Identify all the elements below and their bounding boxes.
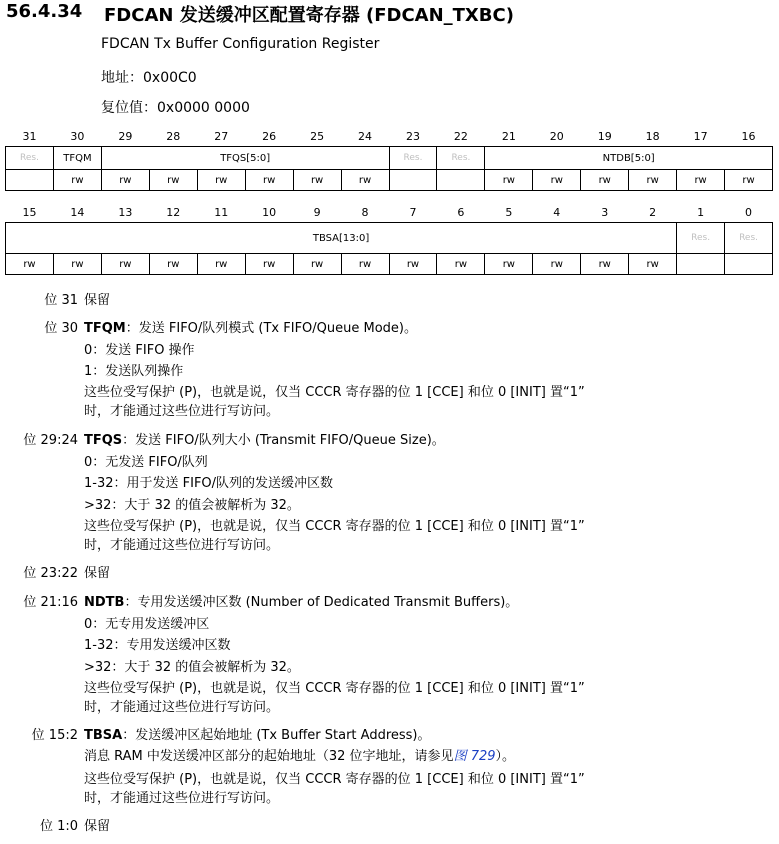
bit-number: 29: [118, 129, 133, 143]
bit-label: 位 30: [44, 321, 78, 336]
access-row: [6, 170, 773, 191]
field-name: TBSA: [84, 728, 123, 743]
access-type: rw: [53, 254, 101, 275]
bit-number: 31: [22, 129, 37, 143]
access-type: rw: [533, 254, 581, 275]
access-type: rw: [389, 254, 437, 275]
bit-number: 10: [262, 205, 277, 219]
field-description: [84, 319, 417, 338]
value-line: 1-32：用于发送 FIFO/队列的发送缓冲区数: [84, 476, 334, 491]
bit-number: 12: [166, 205, 181, 219]
reserved-field: Res.: [389, 147, 437, 170]
bit-label: 位 21:16: [23, 595, 78, 610]
bit-number: 22: [453, 129, 468, 143]
field-row: [6, 147, 773, 170]
register-subtitle: FDCAN Tx Buffer Configuration Register: [101, 36, 380, 52]
register-table-upper: [5, 126, 773, 191]
access-type: rw: [485, 170, 533, 191]
protection-note: 这些位受写保护 (P)，也就是说，仅当 CCCR 寄存器的位 1 [CCE] 和位 0 [INIT] 置“1”: [84, 681, 585, 696]
bit-number: 14: [70, 205, 85, 219]
protection-note: 时，才能通过这些位进行写访问。: [84, 404, 280, 419]
bit-number: 30: [70, 129, 85, 143]
access-type: [437, 170, 485, 191]
bit-number: 18: [645, 129, 660, 143]
protection-note: 这些位受写保护 (P)，也就是说，仅当 CCCR 寄存器的位 1 [CCE] 和位 0 [INIT] 置“1”: [84, 385, 585, 400]
register-table-lower: [5, 202, 773, 275]
bit-number: 2: [649, 205, 657, 219]
access-type: rw: [437, 254, 485, 275]
register-reset-value: 复位值：0x0000 0000: [101, 100, 250, 116]
access-type: rw: [341, 170, 389, 191]
bit-number: 5: [505, 205, 513, 219]
access-type: rw: [341, 254, 389, 275]
field-title: ：专用发送缓冲区数 (Number of Dedicated Transmit Buffers)。: [124, 595, 519, 610]
access-type: [389, 170, 437, 191]
value-text: 消息 RAM 中发送缓冲区部分的起始地址（32 位字地址，请参见: [84, 749, 454, 764]
bit-number: 24: [358, 129, 373, 143]
access-type: rw: [245, 254, 293, 275]
bit-number: 6: [457, 205, 465, 219]
access-type: rw: [629, 254, 677, 275]
access-type: rw: [149, 254, 197, 275]
value-line: 0：无发送 FIFO/队列: [84, 455, 208, 470]
field-tfqm: TFQM: [53, 147, 101, 170]
bit-number: 15: [22, 205, 37, 219]
bit-number: 26: [262, 129, 277, 143]
access-type: rw: [485, 254, 533, 275]
access-type: [6, 170, 54, 191]
access-type: rw: [197, 170, 245, 191]
protection-note: 时，才能通过这些位进行写访问。: [84, 700, 280, 715]
value-text: ）。: [495, 749, 516, 764]
bit-number: 23: [405, 129, 420, 143]
reserved-field: Res.: [437, 147, 485, 170]
bit-number-row: [6, 202, 773, 223]
bit-label: 位 1:0: [39, 819, 78, 834]
field-title: ：发送 FIFO/队列大小 (Transmit FIFO/Queue Size)。: [122, 433, 445, 448]
bit-number: 20: [549, 129, 564, 143]
page-title: FDCAN 发送缓冲区配置寄存器 (FDCAN_TXBC): [104, 5, 514, 26]
bit-text: 保留: [84, 566, 111, 581]
protection-note: 这些位受写保护 (P)，也就是说，仅当 CCCR 寄存器的位 1 [CCE] 和位 0 [INIT] 置“1”: [84, 519, 585, 534]
figure-link[interactable]: 图 729: [453, 749, 496, 764]
value-line: 1-32：专用发送缓冲区数: [84, 638, 231, 653]
bit-number-row: [6, 126, 773, 147]
access-type: rw: [101, 170, 149, 191]
field-description: [84, 431, 445, 450]
field-description: [84, 726, 431, 745]
access-type: rw: [533, 170, 581, 191]
bit-number: 13: [118, 205, 133, 219]
access-row: [6, 254, 773, 275]
field-name: TFQM: [84, 321, 126, 336]
bit-number: 8: [361, 205, 369, 219]
bit-number: 7: [409, 205, 417, 219]
bit-number: 17: [693, 129, 708, 143]
bit-number: 25: [310, 129, 325, 143]
reserved-field: Res.: [725, 223, 773, 254]
field-tfqs: TFQS[5:0]: [101, 147, 389, 170]
field-title: ：发送 FIFO/队列模式 (Tx FIFO/Queue Mode)。: [125, 321, 417, 336]
section-number: 56.4.34: [6, 1, 83, 22]
value-line: >32：大于 32 的值会被解析为 32。: [84, 660, 300, 675]
register-address: 地址：0x00C0: [101, 70, 197, 86]
access-type: rw: [677, 170, 725, 191]
field-ntdb: NTDB[5:0]: [485, 147, 773, 170]
bit-number: 27: [214, 129, 229, 143]
access-type: rw: [581, 254, 629, 275]
protection-note: 时，才能通过这些位进行写访问。: [84, 791, 280, 806]
access-type: rw: [725, 170, 773, 191]
protection-note: 这些位受写保护 (P)，也就是说，仅当 CCCR 寄存器的位 1 [CCE] 和位 0 [INIT] 置“1”: [84, 772, 585, 787]
value-line: 0：发送 FIFO 操作: [84, 343, 195, 358]
bit-number: 16: [741, 129, 756, 143]
bit-number: 19: [597, 129, 612, 143]
value-line: 0：无专用发送缓冲区: [84, 617, 210, 632]
access-type: rw: [197, 254, 245, 275]
bit-label: 位 23:22: [23, 566, 78, 581]
access-type: rw: [6, 254, 54, 275]
value-line: 1：发送队列操作: [84, 364, 184, 379]
reserved-field: Res.: [677, 223, 725, 254]
access-type: rw: [581, 170, 629, 191]
protection-note: 时，才能通过这些位进行写访问。: [84, 538, 280, 553]
field-tbsa: TBSA[13:0]: [6, 223, 677, 254]
bit-text: 保留: [84, 819, 111, 834]
field-description: [84, 593, 518, 612]
field-name: NDTB: [84, 595, 125, 610]
access-type: rw: [101, 254, 149, 275]
bit-number: 0: [745, 205, 753, 219]
bit-text: 保留: [84, 293, 111, 308]
access-type: rw: [245, 170, 293, 191]
bit-label: 位 29:24: [23, 433, 78, 448]
value-line: [84, 747, 515, 766]
field-name: TFQS: [84, 433, 123, 448]
value-line: >32：大于 32 的值会被解析为 32。: [84, 498, 300, 513]
bit-number: 11: [214, 205, 229, 219]
field-row: [6, 223, 773, 254]
access-type: rw: [293, 254, 341, 275]
bit-number: 3: [601, 205, 609, 219]
bit-label: 位 31: [44, 293, 78, 308]
bit-number: 1: [697, 205, 705, 219]
bit-number: 9: [313, 205, 321, 219]
bit-label: 位 15:2: [31, 728, 78, 743]
reserved-field: Res.: [6, 147, 54, 170]
field-title: ：发送缓冲区起始地址 (Tx Buffer Start Address)。: [122, 728, 431, 743]
bit-number: 21: [501, 129, 516, 143]
access-type: rw: [53, 170, 101, 191]
access-type: rw: [149, 170, 197, 191]
access-type: [677, 254, 725, 275]
bit-number: 28: [166, 129, 181, 143]
access-type: rw: [293, 170, 341, 191]
access-type: [725, 254, 773, 275]
bit-number: 4: [553, 205, 561, 219]
access-type: rw: [629, 170, 677, 191]
